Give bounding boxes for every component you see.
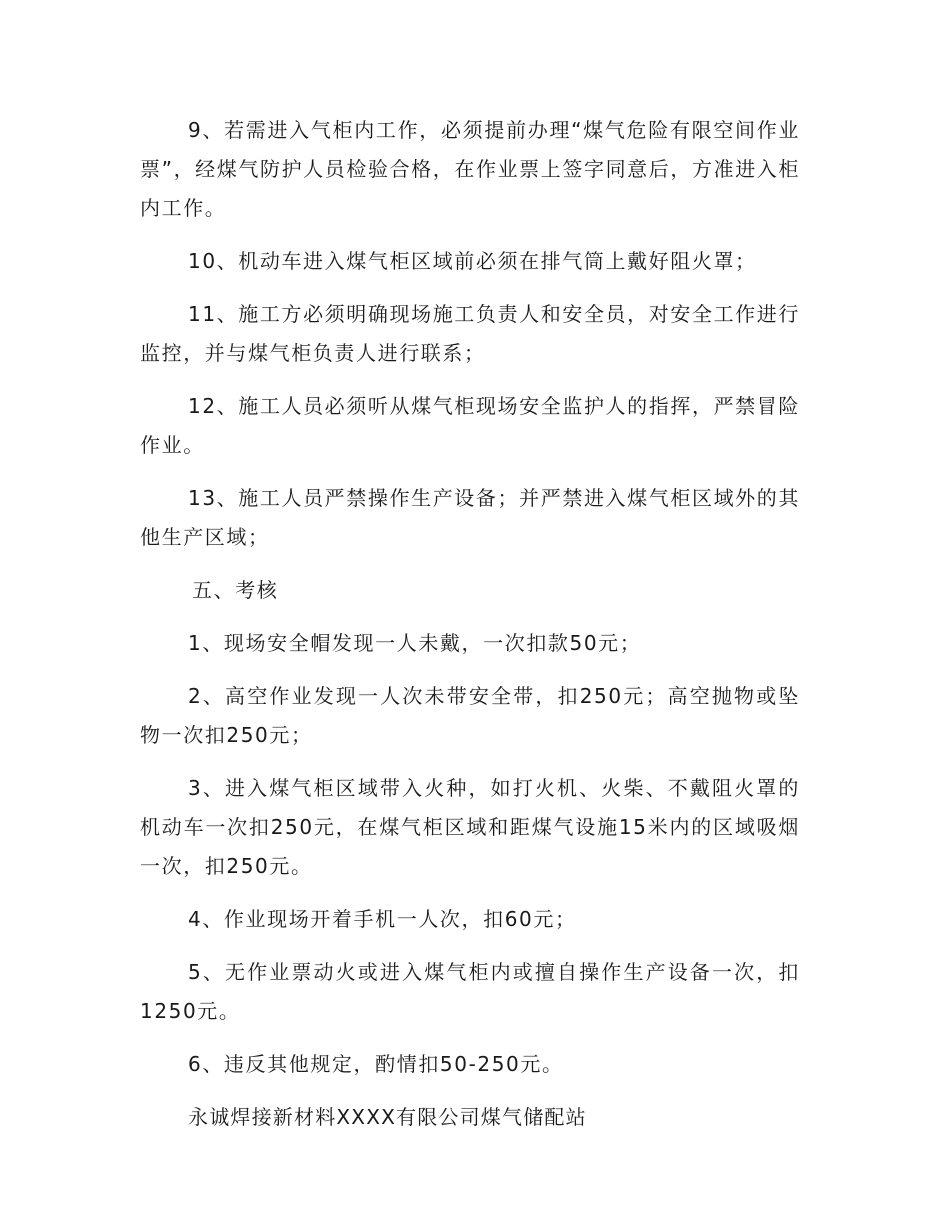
assessment-item-6: 6、违反其他规定，酌情扣50-250元。 (188, 1052, 564, 1076)
section-heading: 五、考核 (192, 578, 279, 602)
assessment-item-5: 5、无作业票动火或进入煤气柜内或擅自操作生产设备一次，扣1250元。 (140, 960, 800, 1023)
paragraph-item-13: 13、施工人员严禁操作生产设备；并严禁进入煤气柜区域外的其他生产区域； (140, 486, 800, 549)
paragraph-item-12: 12、施工人员必须听从煤气柜现场安全监护人的指挥，严禁冒险作业。 (140, 394, 800, 457)
assessment-item-2: 2、高空作业发现一人次未带安全带，扣250元；高空抛物或坠物一次扣250元； (140, 684, 800, 747)
assessment-item-4: 4、作业现场开着手机一人次，扣60元； (188, 907, 577, 931)
assessment-item-3: 3、进入煤气柜区域带入火种，如打火机、火柴、不戴阻火罩的机动车一次扣250元，在煤气柜区域和距煤气设施15米内的区域吸烟一次，扣250元。 (140, 776, 800, 878)
paragraph-item-9: 9、若需进入气柜内工作，必须提前办理“煤气危险有限空间作业票”，经煤气防护人员检验合格，在作业票上签字同意后，方准进入柜内工作。 (140, 118, 800, 220)
paragraph-item-10: 10、机动车进入煤气柜区域前必须在排气筒上戴好阻火罩； (188, 249, 757, 273)
paragraph-item-11: 11、施工方必须明确现场施工负责人和安全员，对安全工作进行监控，并与煤气柜负责人进行联系； (140, 302, 800, 365)
assessment-item-1: 1、现场安全帽发现一人未戴，一次扣款50元； (188, 631, 642, 655)
signature: 永诚焊接新材料XXXX有限公司煤气储配站 (188, 1105, 587, 1129)
